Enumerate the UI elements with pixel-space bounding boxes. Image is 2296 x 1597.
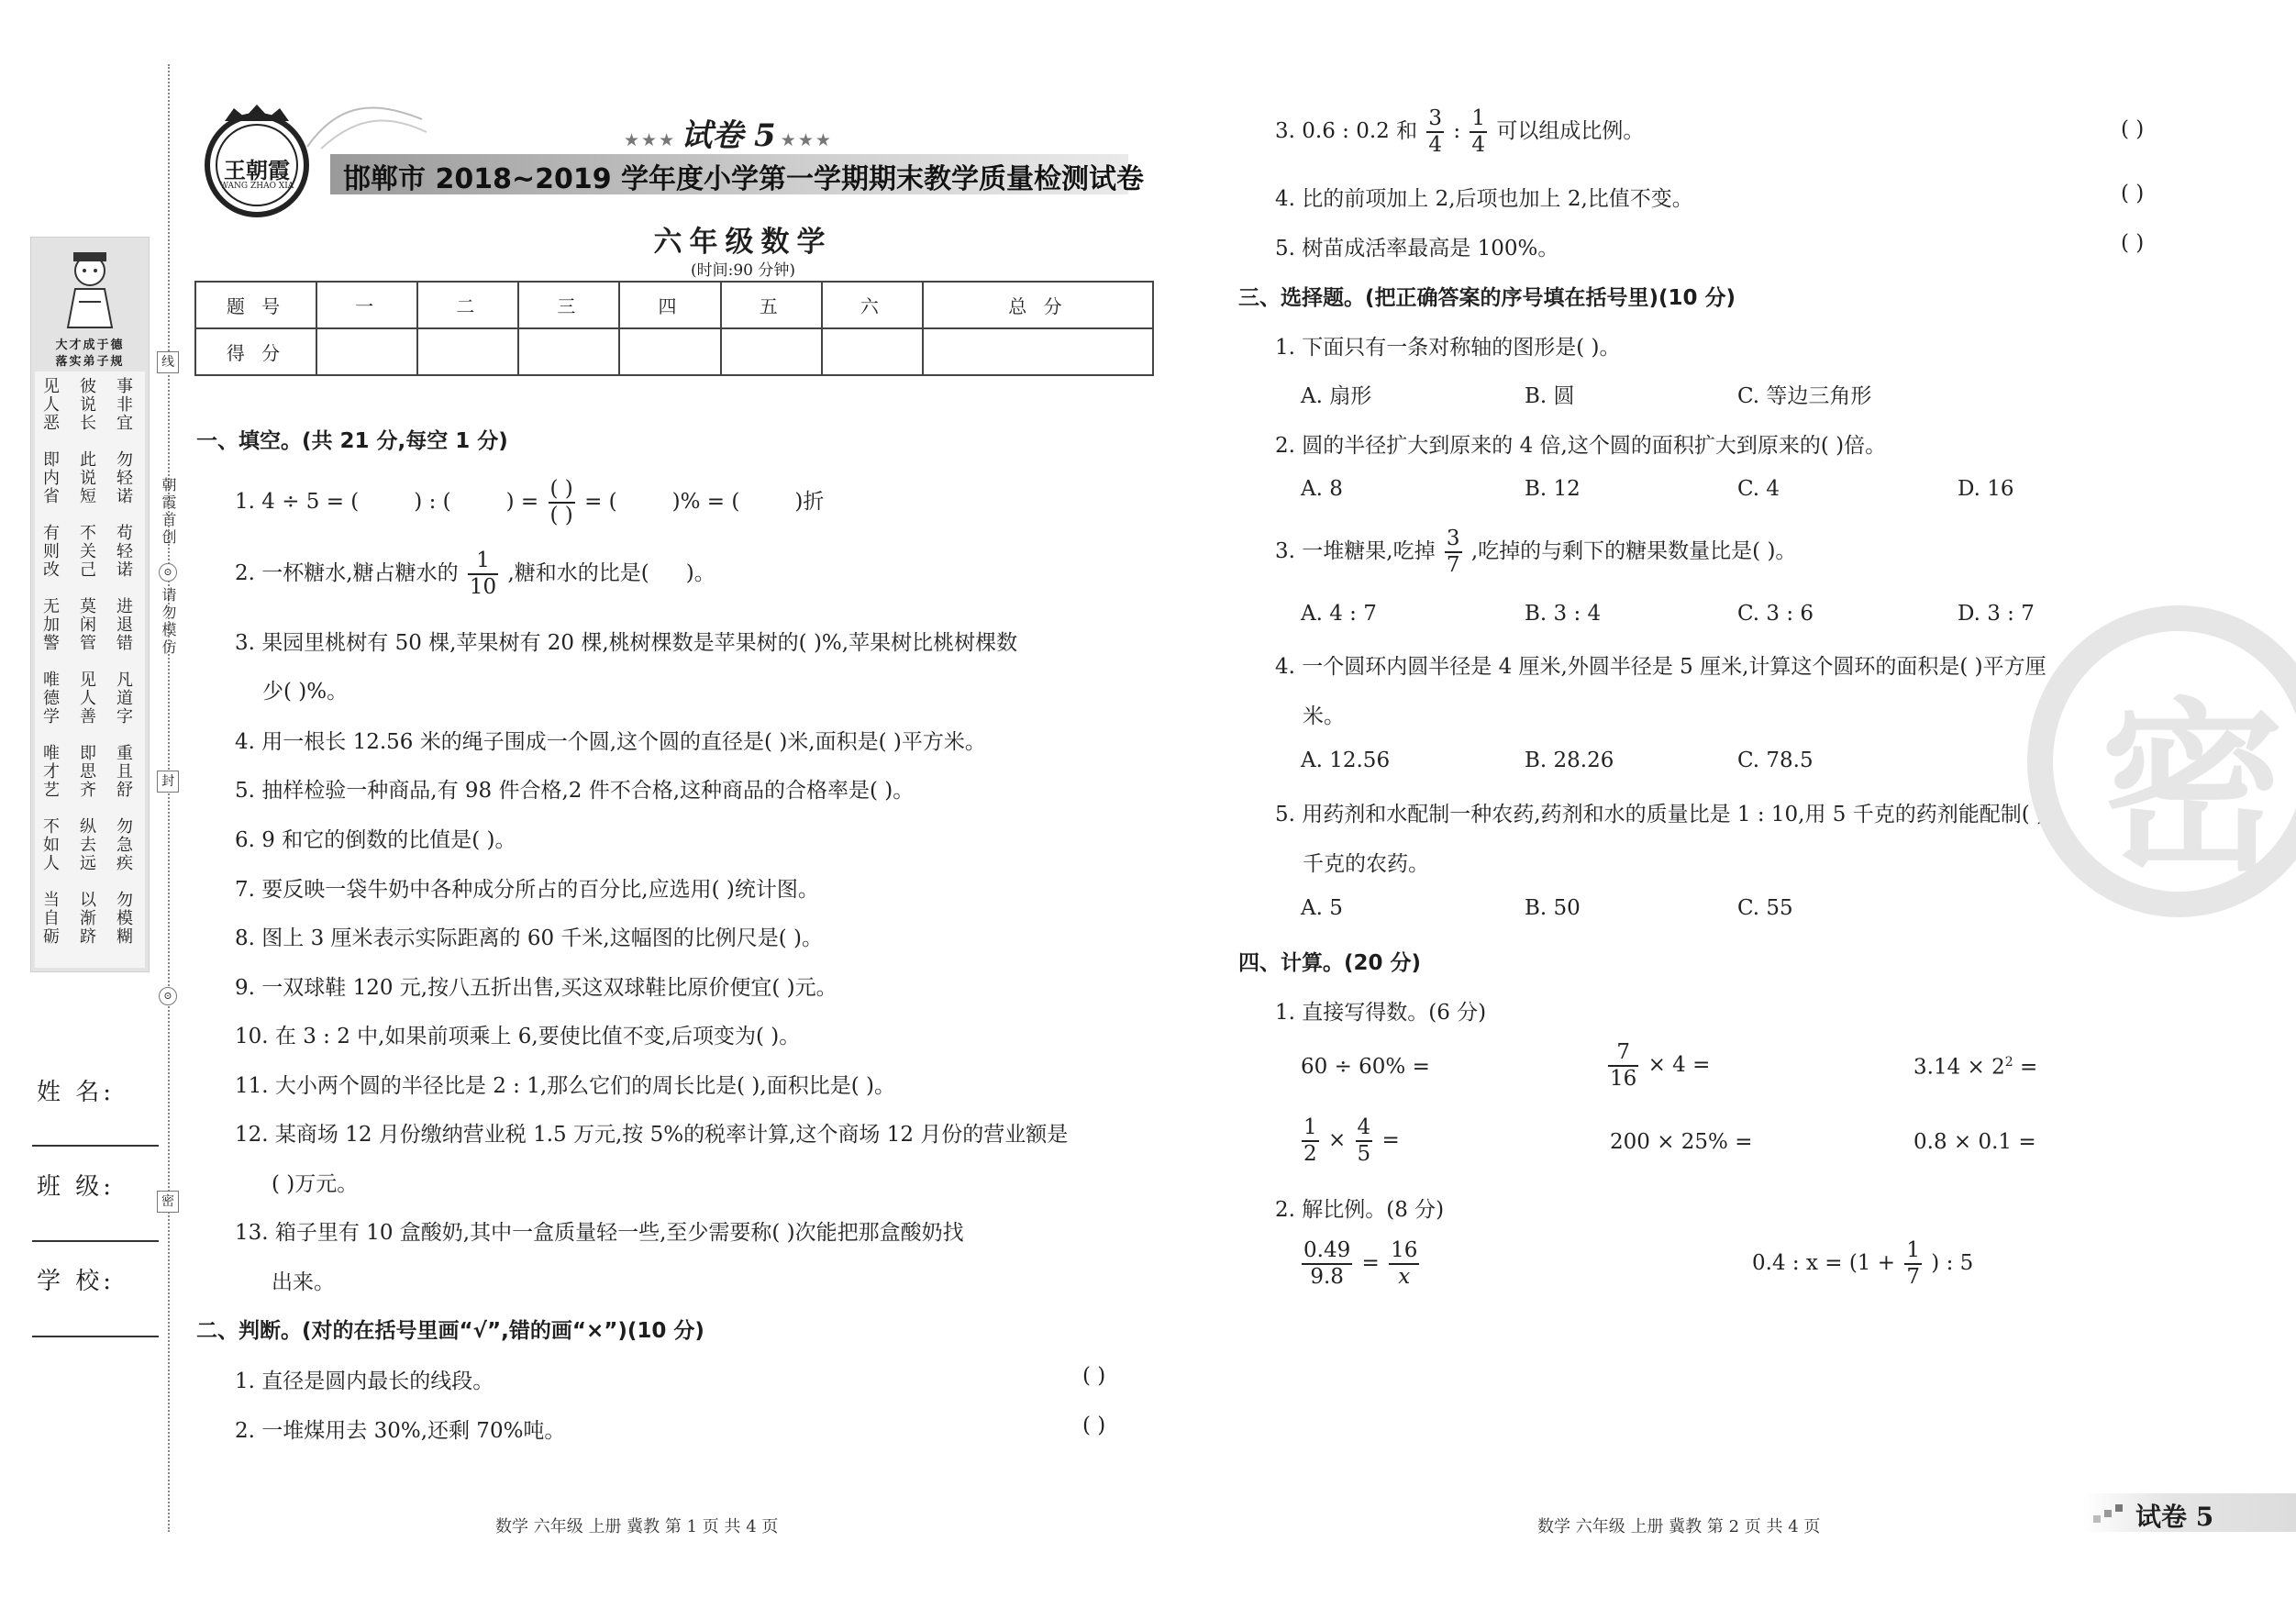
series-label	[624, 110, 833, 155]
s3-q4-opt[interactable]: B. 28.26	[1525, 749, 1614, 772]
motto-col: 勿模糊	[114, 891, 133, 946]
s3-q5-opt[interactable]: B. 50	[1525, 896, 1581, 920]
ribbon-decoration-icon	[303, 92, 431, 156]
score-input[interactable]	[923, 328, 1153, 375]
s3-q4-opt[interactable]: C. 78.5	[1737, 749, 1814, 772]
fraction	[1356, 1117, 1373, 1165]
exam-title: 邯郸市 2018~2019 学年度小学第一学期期末教学质量检测试卷	[343, 163, 1145, 195]
motto-col: 纵去远	[77, 817, 96, 872]
s3-q5-opt[interactable]: A. 5	[1301, 896, 1343, 920]
motto-sidebar	[30, 237, 150, 972]
score-input[interactable]	[417, 328, 518, 375]
stars-left: ★★★	[624, 130, 677, 150]
numerator: 1	[1302, 1117, 1319, 1142]
score-input[interactable]	[518, 328, 619, 375]
s3-q4-line1: 4. 一个圆环内圆半径是 4 厘米,外圆半径是 5 厘米,计算这个圆环的面积是( )平方厘	[1275, 655, 2046, 679]
answer-paren[interactable]: ( )	[2121, 231, 2145, 255]
s3-q3-opt[interactable]: B. 3 : 4	[1525, 602, 1602, 626]
s3-q4-line2: 米。	[1303, 704, 1345, 728]
binding-fold-line	[168, 64, 170, 1532]
name-field[interactable]	[32, 1145, 159, 1147]
motto-col: 重且舒	[114, 744, 133, 799]
s3-q2-opt[interactable]: B. 12	[1525, 477, 1581, 501]
section2-title: 二、判断。(对的在括号里画“√”,错的画“×”)(10 分)	[196, 1319, 704, 1343]
numerator: 1	[468, 550, 498, 575]
score-table	[194, 281, 1154, 376]
fraction	[1904, 1240, 1922, 1288]
binding-note-1: 朝霞首创	[160, 477, 177, 547]
denominator: 7	[1446, 553, 1460, 577]
s1-q12-line2: ( )万元。	[272, 1172, 359, 1196]
secret-stamp-char: 密	[2101, 681, 2285, 896]
s3-q1: 1. 下面只有一条对称轴的图形是( )。	[1275, 336, 1621, 360]
s2-q5: 5. 树苗成活率最高是 100%。	[1275, 237, 1559, 261]
denominator: ( )	[549, 504, 573, 527]
s1-q12-line1: 12. 某商场 12 月份缴纳营业税 1.5 万元,按 5%的税率计算,这个商场 12 月份的营业额是	[235, 1123, 1069, 1147]
numerator: 16	[1389, 1240, 1419, 1265]
score-cell: 六	[822, 282, 923, 328]
s2-q1: 1. 直径是圆内最长的线段。	[235, 1370, 494, 1393]
class-field[interactable]	[32, 1240, 159, 1242]
q-text: ) : 5	[1931, 1251, 1974, 1275]
section3-title: 三、选择题。(把正确答案的序号填在括号里)(10 分)	[1238, 286, 1736, 310]
fraction	[1608, 1042, 1638, 1090]
section1-title: 一、填空。(共 21 分,每空 1 分)	[196, 429, 508, 453]
motto-col: 唯才艺	[40, 744, 60, 799]
fraction	[468, 550, 498, 598]
binding-mark-feng: 封	[157, 771, 179, 793]
score-value-row	[195, 328, 1153, 375]
school-field[interactable]	[32, 1336, 159, 1337]
proportion-eq-1	[1299, 1240, 1422, 1288]
numerator: ( )	[549, 479, 575, 504]
s1-q10: 10. 在 3 : 2 中,如果前项乘上 6,要使比值不变,后项变为( )。	[235, 1025, 801, 1048]
s3-q4-opt[interactable]: A. 12.56	[1301, 749, 1391, 772]
score-header-row	[195, 282, 1153, 328]
q-text: ) : (	[414, 490, 451, 514]
motto-col: 唯德学	[40, 671, 60, 726]
numerator: 0.49	[1302, 1240, 1352, 1265]
q-text: =	[1381, 1128, 1400, 1152]
s1-q5: 5. 抽样检验一种商品,有 98 件合格,2 件不合格,这种商品的合格率是( )。	[235, 779, 915, 803]
s3-q5-line1: 5. 用药剂和水配制一种农药,药剂和水的质量比是 1 : 10,用 5 千克的药剂能配制( )	[1275, 803, 2045, 826]
q-text: 3.14 × 2	[1913, 1055, 2005, 1080]
q-text: =	[2013, 1055, 2038, 1080]
fraction	[1445, 528, 1462, 576]
binding-mark-xian: 线	[157, 351, 179, 373]
q-text: =	[1361, 1251, 1380, 1275]
numerator: 4	[1356, 1117, 1373, 1142]
score-input[interactable]	[316, 328, 417, 375]
calc-item: 200 × 25% =	[1610, 1130, 1753, 1154]
s1-q7: 7. 要反映一袋牛奶中各种成分所占的百分比,应选用( )统计图。	[235, 878, 819, 902]
fraction	[1389, 1240, 1419, 1288]
score-cell: 得 分	[195, 328, 316, 375]
s3-q1-opt[interactable]: A. 扇形	[1301, 384, 1372, 408]
s3-q3	[1275, 528, 1796, 576]
fraction	[1302, 1240, 1352, 1288]
motto-col: 无加警	[40, 597, 60, 652]
fraction	[1426, 108, 1444, 156]
binding-note-2: 请勿模仿	[160, 587, 177, 657]
motto-line-1: 大才成于德	[55, 338, 125, 352]
scholar-figure-icon	[51, 247, 128, 331]
motto-col: 勿轻诺	[114, 450, 133, 505]
motto-col: 以渐跻	[77, 891, 96, 946]
score-input[interactable]	[822, 328, 923, 375]
s1-q13-line2: 出来。	[272, 1270, 335, 1294]
s1-q1	[235, 479, 824, 527]
numerator: 7	[1608, 1042, 1638, 1067]
q-text: 2. 一杯糖水,糖占糖水的	[235, 561, 459, 585]
binding-hole-icon: ⊙	[159, 987, 177, 1005]
score-cell: 二	[417, 282, 518, 328]
proportion-eq-2	[1752, 1240, 1973, 1288]
motto-col: 此说短	[77, 450, 96, 505]
numerator: 3	[1445, 528, 1462, 553]
s4-part1: 1. 直接写得数。(6 分)	[1275, 1001, 1487, 1025]
motto-line-2: 落实弟子规	[55, 355, 125, 369]
score-cell: 三	[518, 282, 619, 328]
motto-col: 彼说长	[77, 377, 96, 432]
denominator: 5	[1357, 1142, 1371, 1166]
s2-q2: 2. 一堆煤用去 30%,还剩 70%吨。	[235, 1419, 566, 1443]
stars-right: ★★★	[780, 130, 833, 150]
exponent: 2	[2004, 1055, 2013, 1070]
s3-q1-opt[interactable]: C. 等边三角形	[1737, 384, 1872, 408]
q-text: 3. 0.6 : 0.2 和	[1275, 119, 1418, 143]
answer-paren[interactable]: ( )	[2121, 182, 2145, 205]
s1-q2	[235, 550, 715, 598]
motto-col: 进退错	[114, 597, 133, 652]
exam-tag-label: 试卷 5	[2135, 1502, 2214, 1532]
s2-q4: 4. 比的前项加上 2,后项也加上 2,比值不变。	[1275, 187, 1693, 211]
fraction	[1470, 108, 1487, 156]
numerator: 1	[1904, 1240, 1922, 1265]
denominator: 4	[1471, 133, 1486, 157]
s1-q3-line1: 3. 果园里桃树有 50 棵,苹果树有 20 棵,桃树棵数是苹果树的( )%,苹果树比桃树棵数	[235, 631, 1018, 655]
motto-col: 见人善	[77, 671, 96, 726]
score-cell: 题 号	[195, 282, 316, 328]
fraction	[1302, 1117, 1319, 1165]
name-label: 姓 名:	[37, 1079, 116, 1106]
q-text: ,糖和水的比是(	[507, 561, 649, 585]
numerator: 1	[1470, 108, 1487, 133]
logo-text: 王朝霞	[224, 157, 290, 183]
q-text: 0.4 : x = (1 +	[1752, 1251, 1896, 1275]
calc-item	[1299, 1117, 1400, 1165]
logo-subtext: WANG ZHAO XIA	[219, 182, 294, 191]
s3-q5-line2: 千克的农药。	[1303, 852, 1429, 876]
answer-paren[interactable]: ( )	[2121, 117, 2145, 141]
q-text: ,吃掉的与剩下的糖果数量比是( )。	[1470, 539, 1797, 563]
s1-q13-line1: 13. 箱子里有 10 盒酸奶,其中一盒质量轻一些,至少需要称( )次能把那盒酸奶找	[235, 1221, 964, 1245]
denominator: 4	[1428, 133, 1443, 157]
s3-q3-opt[interactable]: D. 3 : 7	[1958, 602, 2035, 626]
s4-part2: 2. 解比例。(8 分)	[1275, 1198, 1445, 1222]
calc-item: 60 ÷ 60% =	[1301, 1055, 1430, 1079]
denominator: 10	[469, 575, 497, 599]
answer-paren[interactable]: ( )	[1082, 1364, 1106, 1388]
score-cell: 一	[316, 282, 417, 328]
binding-mark-mi: 密	[157, 1191, 179, 1213]
q-text: )% = (	[671, 490, 740, 514]
q-text: 可以组成比例。	[1496, 119, 1645, 143]
exam-time: (时间:90 分钟)	[690, 261, 796, 280]
motto-col: 当自砺	[40, 891, 60, 946]
s3-q5-opt[interactable]: C. 55	[1737, 896, 1793, 920]
motto-col: 不如人	[40, 817, 60, 872]
q-text: ) =	[505, 490, 539, 514]
score-cell: 四	[619, 282, 720, 328]
class-label: 班 级:	[37, 1173, 116, 1201]
denominator: 16	[1610, 1067, 1637, 1091]
motto-col: 事非宜	[114, 377, 133, 432]
series-title: 试卷 5	[681, 117, 776, 154]
s1-q11: 11. 大小两个圆的半径比是 2 : 1,那么它们的周长比是( ),面积比是( )。	[235, 1074, 895, 1098]
s1-q8: 8. 图上 3 厘米表示实际距离的 60 千米,这幅图的比例尺是( )。	[235, 926, 823, 950]
denominator: 2	[1303, 1142, 1317, 1166]
q-text: )。	[685, 561, 715, 585]
motto-col: 即内省	[40, 450, 60, 505]
q-text: )折	[794, 490, 825, 514]
footer-left: 数学 六年级 上册 冀教 第 1 页 共 4 页	[495, 1517, 779, 1536]
score-cell: 五	[721, 282, 822, 328]
motto-col: 勿急疾	[114, 817, 133, 872]
s1-q4: 4. 用一根长 12.56 米的绳子围成一个圆,这个圆的直径是( )米,面积是( )平方米。	[235, 730, 986, 754]
exam-subject: 六年级数学	[653, 226, 833, 259]
s3-q2-opt[interactable]: C. 4	[1737, 477, 1780, 501]
calc-item	[1605, 1042, 1710, 1090]
calc-item	[1913, 1055, 2037, 1080]
motto-col: 不关己	[77, 524, 96, 579]
school-label: 学 校:	[37, 1268, 116, 1295]
q-text: × 4 =	[1647, 1053, 1711, 1077]
binding-hole-icon: ⊙	[159, 563, 177, 582]
motto-col: 有则改	[40, 524, 60, 579]
denominator: 7	[1906, 1265, 1920, 1289]
calc-item: 0.8 × 0.1 =	[1913, 1130, 2036, 1154]
q-text: ×	[1327, 1128, 1347, 1152]
denominator: 9.8	[1310, 1265, 1344, 1289]
footer-right: 数学 六年级 上册 冀教 第 2 页 共 4 页	[1537, 1517, 1821, 1536]
s3-q3-opt[interactable]: C. 3 : 6	[1737, 602, 1814, 626]
motto-col: 即思齐	[77, 744, 96, 799]
s1-q3-line2: 少( )%。	[262, 680, 349, 704]
score-cell: 总 分	[923, 282, 1153, 328]
denominator: x	[1398, 1265, 1411, 1289]
section4-title: 四、计算。(20 分)	[1238, 951, 1422, 975]
s3-q2-opt[interactable]: D. 16	[1958, 477, 2014, 501]
score-input[interactable]	[619, 328, 720, 375]
s3-q1-opt[interactable]: B. 圆	[1525, 384, 1575, 408]
publisher-logo	[197, 101, 316, 220]
q-text: :	[1453, 119, 1461, 143]
motto-col: 凡道字	[114, 671, 133, 726]
s3-q3-opt[interactable]: A. 4 : 7	[1301, 602, 1377, 626]
s3-q2-opt[interactable]: A. 8	[1301, 477, 1343, 501]
s1-q9: 9. 一双球鞋 120 元,按八五折出售,买这双球鞋比原价便宜( )元。	[235, 976, 837, 1000]
tag-squares-icon	[2093, 1503, 2130, 1525]
fraction	[549, 479, 575, 527]
motto-col: 莫闲管	[77, 597, 96, 652]
numerator: 3	[1426, 108, 1444, 133]
q-text: 1. 4 ÷ 5 = (	[235, 490, 360, 514]
q-text: = (	[584, 490, 617, 514]
s1-q6: 6. 9 和它的倒数的比值是( )。	[235, 828, 516, 852]
motto-col: 苟轻诺	[114, 524, 133, 579]
score-input[interactable]	[721, 328, 822, 375]
s2-q3	[1275, 108, 1644, 156]
q-text: 3. 一堆糖果,吃掉	[1275, 539, 1436, 563]
answer-paren[interactable]: ( )	[1082, 1414, 1106, 1437]
motto-col: 见人恶	[40, 377, 60, 432]
s3-q2: 2. 圆的半径扩大到原来的 4 倍,这个圆的面积扩大到原来的( )倍。	[1275, 434, 1887, 458]
